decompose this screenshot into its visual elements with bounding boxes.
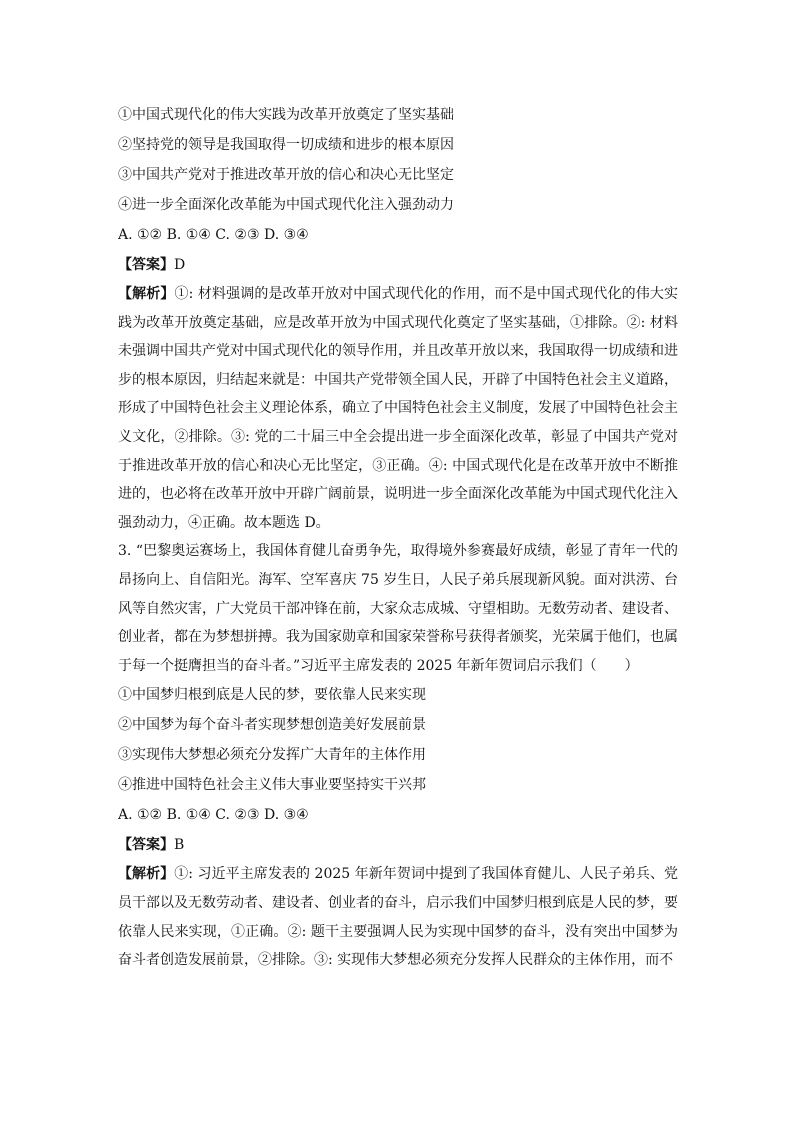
q2-answer <box>118 250 678 280</box>
document-page <box>118 100 678 975</box>
answer-tag: 【答案】 <box>118 837 174 854</box>
analysis-tag: 【解析】 <box>118 866 175 883</box>
q3-option-3: ③实现伟大梦想必须充分发挥广大青年的主体作用 <box>118 747 426 764</box>
q2-option-4: ④进一步全面深化改革能为中国式现代化注入强劲动力 <box>118 197 454 213</box>
q3-stem: 3. “巴黎奥运赛场上，我国体育健儿奋勇争先，取得境外参赛最好成绩，彰显了青年一代的昂扬向上、自信阳光。海军、空军喜庆 75 岁生日，人民子弟兵展现新风貌。面对洪涝、台风等自然灾害，广大党员干部冲锋在前，大家众志成城、守望相助。无数劳动者、建设者、创业者，都在为梦想拼搏。我为国家勋章和国家荣誉称号获得者颁奖，光荣属于他们，也属于每一个挺膺担当的奋斗者。”习近平主席发表的 2025 年新年贺词启示我们（ ） <box>118 543 678 674</box>
q2-option-2: ②坚持党的领导是我国取得一切成绩和进步的根本原因 <box>118 137 454 153</box>
q3-option-1: ①中国梦归根到底是人民的梦，要依靠人民来实现 <box>118 687 426 704</box>
q2-analysis <box>118 280 678 537</box>
q2-choices: A. ①② B. ①④ C. ②③ D. ③④ <box>118 227 309 243</box>
analysis-text: ①: 材料强调的是改革开放对中国式现代化的作用，而不是中国式现代化的伟大实践为改革开放奠定基础，应是改革开放为中国式现代化奠定了坚实基础，①排除。②: 材料未强调中国共产党对中国式现代化的领导作用，并且改革开放以来，我国取得一切成绩和进步的根本原因，归结起来就是：中国共产党带领全国人民，开辟了中国特色社会主义道路，形成了中国特色社会主义理论体系，确立了中国特色社会主义制度，发展了中国特色社会主义文化，②排除。③: 党的二十届三中全会提出进一步全面深化改革，彰显了中国共产党对于推进改革开放的信心和决心无比坚定，③正确。④: 中国式现代化是在改革开放中不断推进的，也必将在改革开放中开辟广阔前景，说明进一步全面深化改革能为中国式现代化注入强劲动力，④正确。故本题选 D。 <box>118 286 678 531</box>
answer-tag: 【答案】 <box>118 257 174 273</box>
q3-analysis <box>118 860 678 974</box>
analysis-tag: 【解析】 <box>118 286 175 302</box>
q3-option-4: ④推进中国特色社会主义伟大事业要坚持实干兴邦 <box>118 777 426 794</box>
q3-answer <box>118 830 678 860</box>
analysis-text: ①: 习近平主席发表的 2025 年新年贺词中提到了我国体育健儿、人民子弟兵、党员干部以及无数劳动者、建设者、创业者的奋斗，启示我们中国梦归根到底是人民的梦，要依靠人民来实现，①正确。②: 题干主要强调人民为实现中国梦的奋斗，没有突出中国梦为奋斗者创造发展前景，②排除。③: 实现伟大梦想必须充分发挥人民群众的主体作用，而不 <box>118 866 678 969</box>
answer-value: D <box>174 257 186 273</box>
answer-value: B <box>174 837 185 854</box>
q2-option-1: ①中国式现代化的伟大实践为改革开放奠定了坚实基础 <box>118 107 454 123</box>
q2-option-3: ③中国共产党对于推进改革开放的信心和决心无比坚定 <box>118 167 454 183</box>
q3-option-2: ②中国梦为每个奋斗者实现梦想创造美好发展前景 <box>118 717 426 734</box>
q3-choices: A. ①② B. ①④ C. ②③ D. ③④ <box>118 807 309 824</box>
